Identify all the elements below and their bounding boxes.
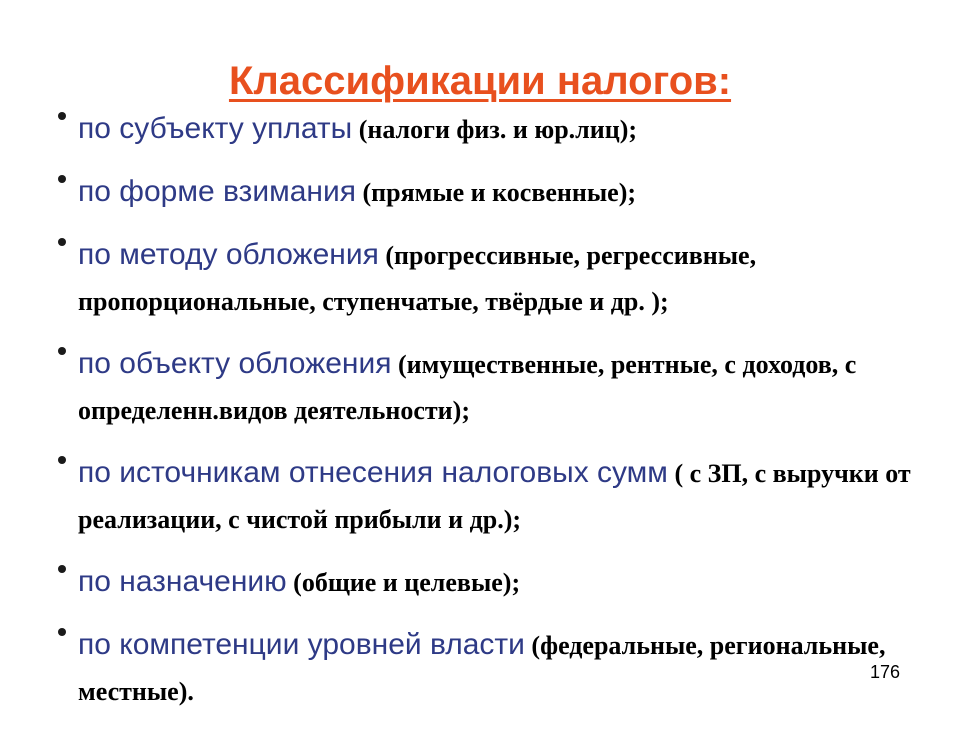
item-detail-text: (прямые и косвенные); [355,178,637,207]
slide-title: Классификации налогов: [228,58,732,103]
item-main-text: по форме взимания [78,175,356,208]
bullet-icon [58,456,66,464]
bullet-icon [58,175,66,183]
list-item [58,452,938,545]
list-item [58,171,938,218]
item-detail-text: (имущественные, рентные, с доходов, с определенн.видов деятельности); [78,350,857,425]
item-main-text: по субъекту уплаты [78,112,353,145]
item-main-text: по компетенции уровней власти [78,628,525,661]
classification-list [58,108,938,733]
item-detail-text: (прогрессивные, регрессивные, пропорциональные, ступенчатые, твёрдые и др. ); [78,241,757,316]
item-detail-text: (федеральные, региональные, местные). [78,631,886,706]
list-item [58,561,938,608]
item-main-text: по назначению [78,565,287,598]
list-item [58,234,938,327]
item-main-text: по источникам отнесения налоговых сумм [78,456,668,489]
bullet-icon [58,347,66,355]
bullet-icon [58,238,66,246]
item-main-text: по методу обложения [78,238,379,271]
item-detail-text: ( с ЗП, с выручки от реализации, с чистой прибыли и др.); [78,459,911,534]
item-detail-text: (общие и целевые); [286,568,521,597]
bullet-icon [58,565,66,573]
list-item [58,108,938,155]
item-main-text: по объекту обложения [78,347,392,380]
page-number: 176 [869,662,900,682]
item-detail-text: (налоги физ. и юр.лиц); [352,115,638,144]
bullet-icon [58,112,66,120]
list-item [58,343,938,436]
list-item [58,624,938,717]
bullet-icon [58,628,66,636]
